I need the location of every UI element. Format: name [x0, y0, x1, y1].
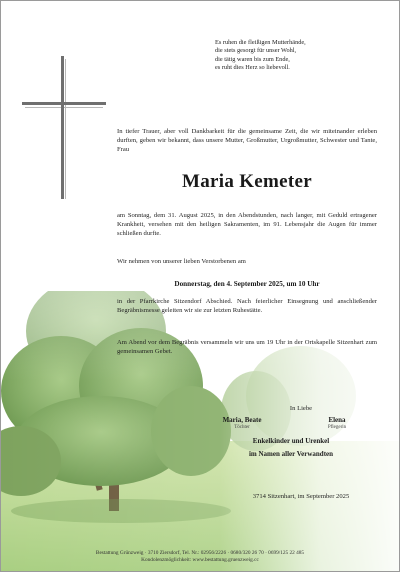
mourner-relation: Töchter — [234, 425, 250, 430]
closing-text: In Liebe — [289, 405, 313, 412]
memorial-poem — [215, 39, 365, 73]
service-details-text: in der Pfarrkirche Sitzendorf Abschied. Nach feierlicher Einsegnung und anschließender Begräbnismesse geleiten wir sie zur letzten Ruhestätte. — [117, 298, 377, 315]
mourner-entry — [307, 416, 367, 431]
mourner-entry — [207, 416, 277, 431]
mourner-name: Elena — [328, 416, 346, 424]
condolence-footer: Kondolenzmöglichkeit: www.bestattung.gruenzweig.cc — [141, 557, 259, 563]
farewell-intro-text: Wir nehmen von unserer lieben Verstorbenen am — [117, 258, 246, 265]
poem-line: die tätig waren bis zum Ende, — [215, 55, 290, 63]
place-date: 3714 Sitzenhart, im September 2025 — [252, 493, 350, 500]
poem-line: es ruht dies Herz so liebevoll. — [215, 64, 290, 72]
family-line: Enkelkinder und Urenkel — [252, 437, 330, 445]
family-line: im Namen aller Verwandten — [248, 450, 334, 458]
deceased-name: Maria Kemeter — [182, 171, 312, 192]
intro-text: In tiefer Trauer, aber voll Dankbarkeit für die gemeinsame Zeit, die wir miteinander erleben durften, geben wir bekannt, dass unsere Mutter, Großmutter, Urgroßmutter, Schwester und Tante, Frau — [117, 128, 377, 154]
poem-line: die stets gesorgt für unser Wohl, — [215, 47, 297, 55]
poem-line: Es ruhen die fleißigen Mutterhände, — [215, 39, 306, 46]
prayer-text: Am Abend vor dem Begräbnis versammeln wir uns um 19 Uhr in der Ortskapelle Sitzenhart zum gemeinsamen Gebet. — [117, 339, 377, 356]
service-date: Donnerstag, den 4. September 2025, um 10 Uhr — [174, 280, 320, 288]
mourner-name: Maria, Beate — [222, 416, 262, 424]
funeral-home-footer: Bestattung Grünzweig · 3710 Ziersdorf, Tel. Nr.: 02956/2226 · 0680/320 26 70 · 0699/125 22 485 — [95, 550, 305, 556]
mourner-relation: Pflegerin — [327, 425, 347, 430]
death-notice-text: am Sonntag, dem 31. August 2025, in den Abendstunden, nach langer, mit Geduld ertragener Krankheit, versehen mit den heiligen Sakramenten, im 91. Lebensjahr die Augen für immer schließen durfte. — [117, 212, 377, 238]
